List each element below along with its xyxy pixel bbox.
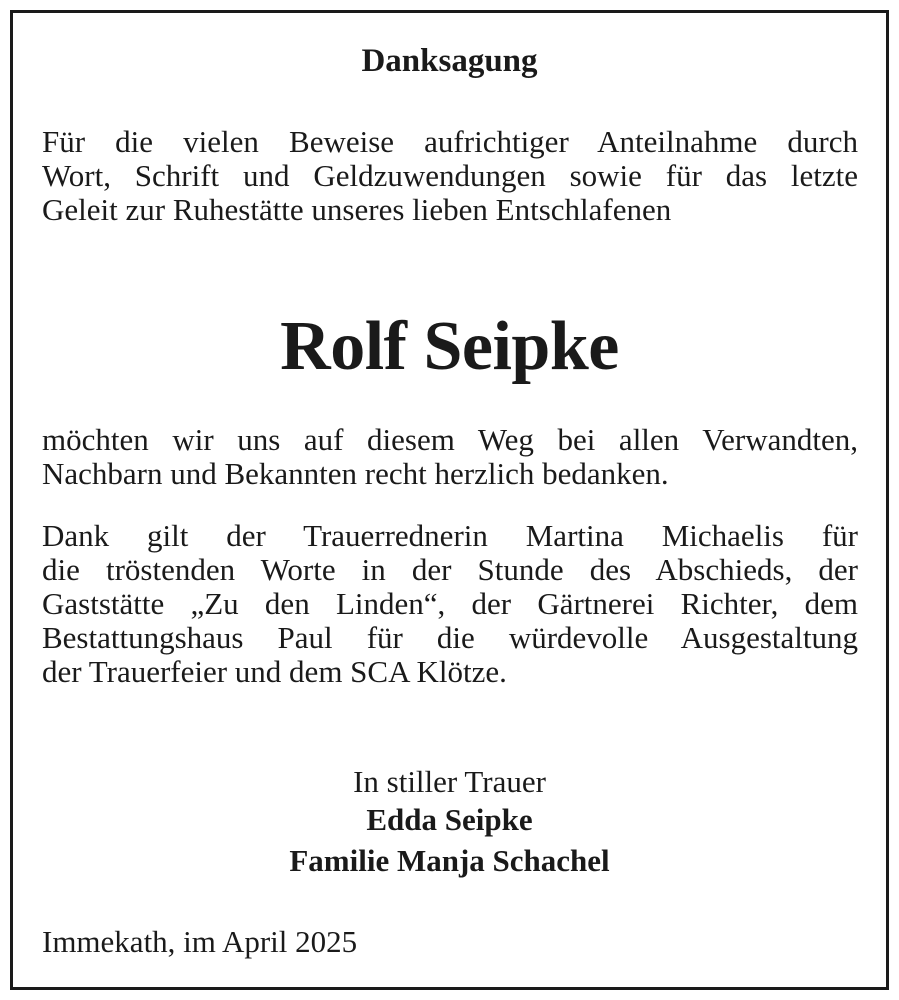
- thanks-line: Nachbarn und Bekannten recht herzlich bedanken.: [42, 456, 669, 491]
- intro-line: Geleit zur Ruhestätte unseres lieben Entschlafenen: [42, 192, 672, 227]
- obituary-thanks-notice: [10, 10, 889, 990]
- thanks-paragraph: [42, 423, 858, 491]
- acknowledgement-paragraph: [42, 519, 858, 689]
- deceased-name: Rolf Seipke: [280, 308, 619, 385]
- acknowledgement-line: der Trauerfeier und dem SCA Klötze.: [42, 654, 507, 689]
- notice-heading: Danksagung: [361, 43, 538, 79]
- thanks-line: möchten wir uns auf diesem Weg bei allen Verwandten,: [42, 423, 858, 457]
- place-date: Immekath, im April 2025: [42, 924, 358, 959]
- acknowledgement-line: die tröstenden Worte in der Stunde des Abschieds, der: [42, 553, 858, 587]
- signatory: Familie Manja Schachel: [289, 843, 610, 878]
- acknowledgement-line: Dank gilt der Trauerrednerin Martina Michaelis für: [42, 519, 858, 553]
- acknowledgement-line: Bestattungshaus Paul für die würdevolle Ausgestaltung: [42, 621, 858, 655]
- intro-paragraph: [42, 125, 858, 227]
- intro-line: Wort, Schrift und Geldzuwendungen sowie für das letzte: [42, 159, 858, 193]
- intro-line: Für die vielen Beweise aufrichtiger Anteilnahme durch: [42, 125, 858, 159]
- mourning-phrase: In stiller Trauer: [353, 764, 546, 799]
- acknowledgement-line: Gaststätte „Zu den Linden“, der Gärtnerei Richter, dem: [42, 587, 858, 621]
- signatory: Edda Seipke: [366, 802, 533, 837]
